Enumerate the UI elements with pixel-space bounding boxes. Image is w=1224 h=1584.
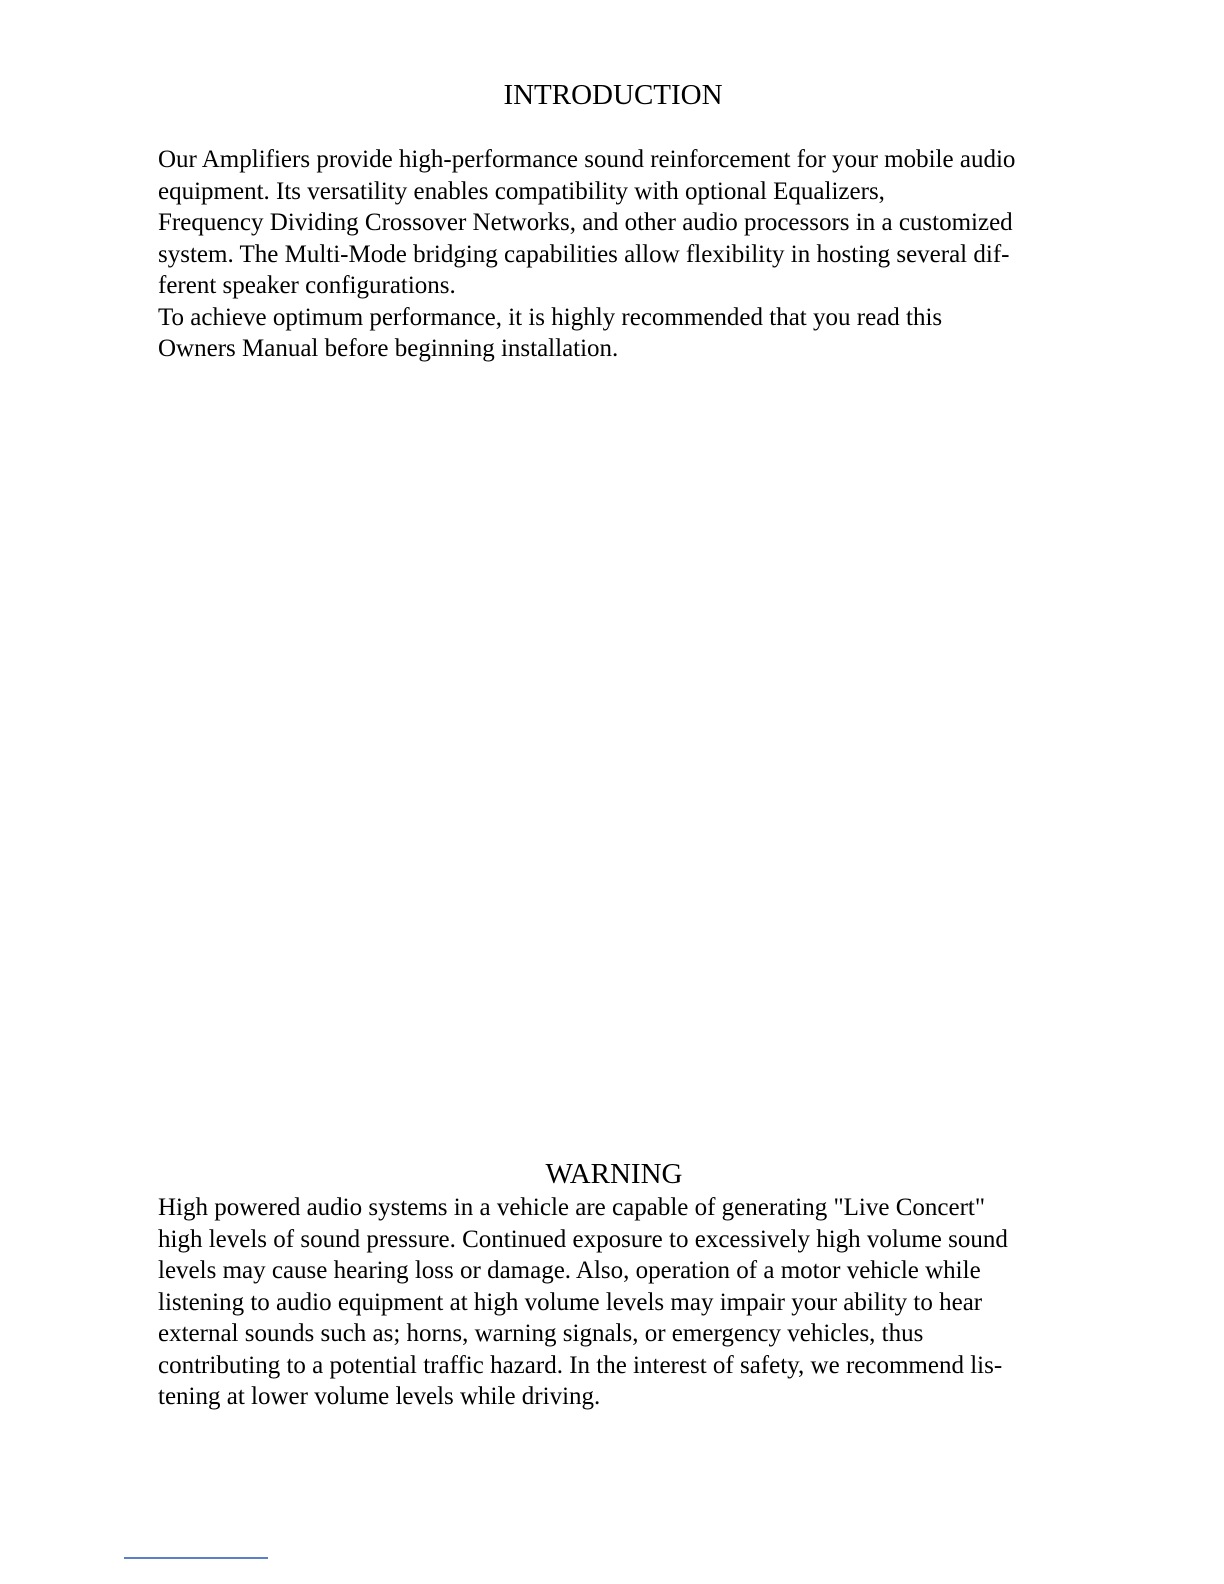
footnote-rule xyxy=(124,1557,268,1559)
warning-line: tening at lower volume levels while driving. xyxy=(158,1383,601,1410)
warning-line: listening to audio equipment at high volume levels may impair your ability to hear xyxy=(158,1288,983,1316)
warning-line: high levels of sound pressure. Continued exposure to excessively high volume sound xyxy=(158,1225,1008,1253)
introduction-line: Our Amplifiers provide high-performance sound reinforcement for your mobile audio xyxy=(158,146,1016,173)
warning-line: contributing to a potential traffic hazard. In the interest of safety, we recommend lis- xyxy=(158,1351,1003,1379)
introduction-line: Frequency Dividing Crossover Networks, and other audio processors in a customized xyxy=(158,209,1013,236)
warning-line: external sounds such as; horns, warning signals, or emergency vehicles, thus xyxy=(158,1320,924,1347)
introduction-line: equipment. Its versatility enables compatibility with optional Equalizers, xyxy=(158,177,885,205)
warning-heading: WARNING xyxy=(545,1158,683,1190)
introduction-paragraph xyxy=(158,144,1078,365)
warning-paragraph xyxy=(158,1192,1078,1413)
introduction-heading: INTRODUCTION xyxy=(503,79,723,111)
warning-line: levels may cause hearing loss or damage. Also, operation of a motor vehicle while xyxy=(158,1257,981,1284)
introduction-line: Owners Manual before beginning installation. xyxy=(158,335,619,362)
introduction-line: To achieve optimum performance, it is highly recommended that you read this xyxy=(158,303,943,331)
introduction-line: ferent speaker configurations. xyxy=(158,272,456,299)
warning-line: High powered audio systems in a vehicle are capable of generating "Live Concert" xyxy=(158,1194,986,1221)
introduction-line: system. The Multi-Mode bridging capabilities allow flexibility in hosting several dif- xyxy=(158,240,1010,268)
